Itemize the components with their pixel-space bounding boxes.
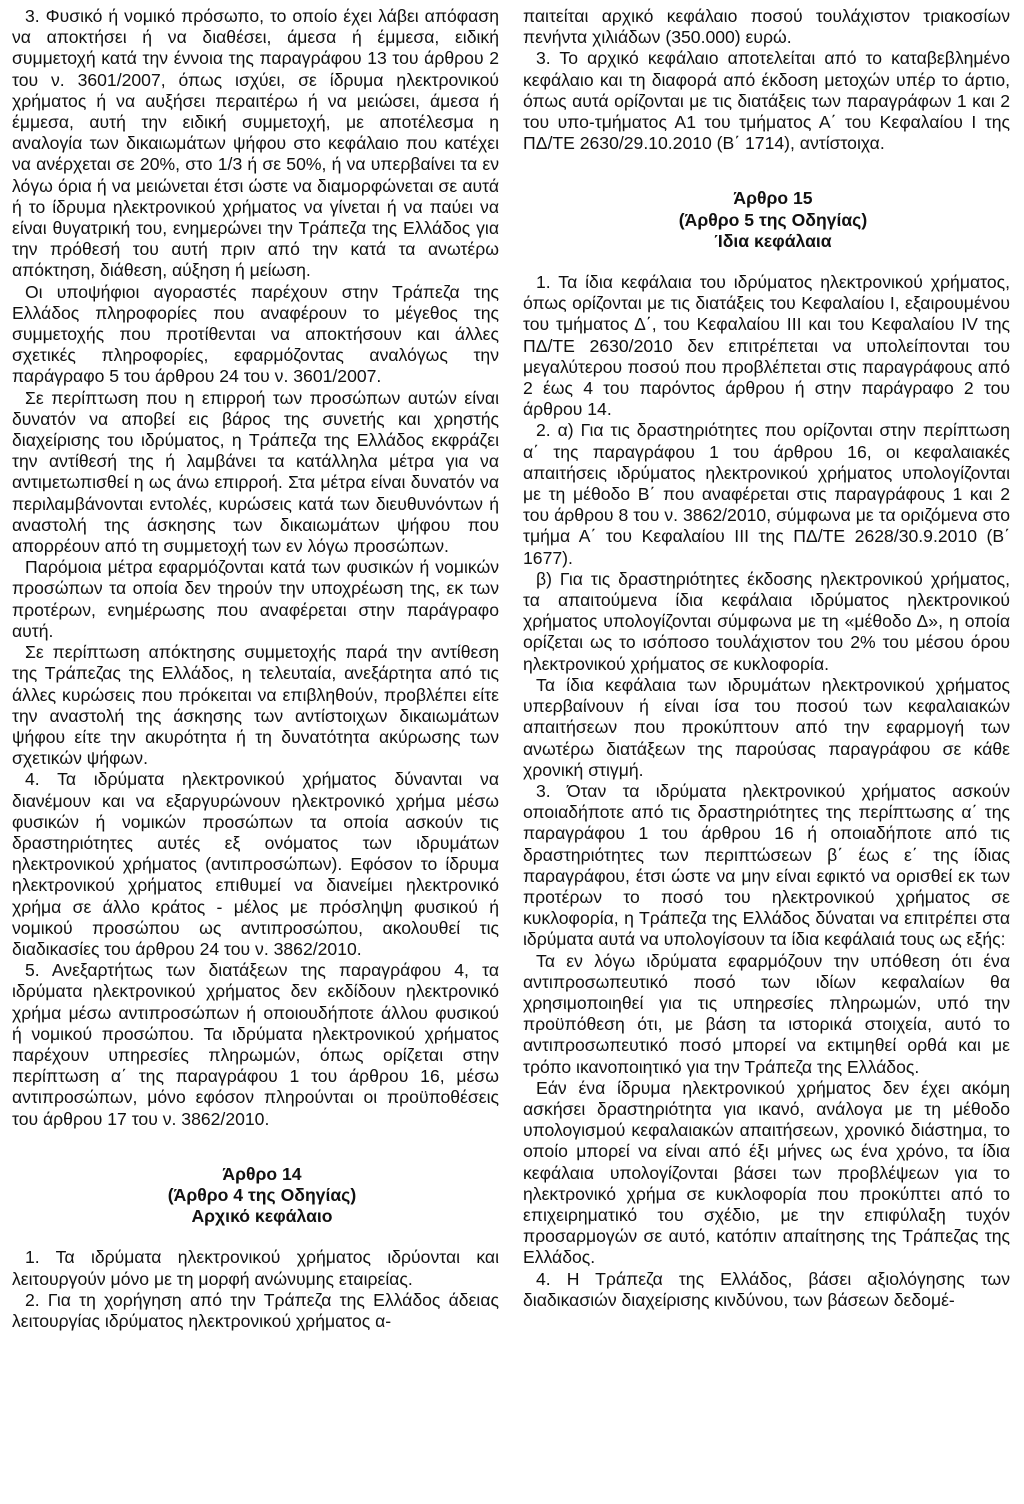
- right-column: [523, 6, 1010, 1504]
- paragraph: 2. α) Για τις δραστηριότητες που ορίζονται στην περίπτωση α΄ της παραγράφου 1 του άρθρου 16, οι κεφαλαιακές απαιτήσεις ιδρύματος ηλεκτρονικού χρήματος υπολογίζονται με τη μέθοδο Β΄ που αναφέρεται στις παραγράφους 1 και 2 του άρθρου 8 του ν. 3862/2010, σύμφωνα με τα οριζόμενα στο τμήμα Α΄ του Κεφαλαίου ΙΙΙ της ΠΔ/ΤΕ 2628/30.9.2010 (Β΄ 1677).: [523, 420, 1010, 568]
- article-15-directive: (Άρθρο 5 της Οδηγίας): [678, 209, 868, 230]
- paragraph: 4. Τα ιδρύματα ηλεκτρονικού χρήματος δύνανται να διανέμουν και να εξαργυρώνουν ηλεκτρονικό χρήμα μέσω φυσικών ή νομικών προσώπων τα οποία ασκούν τις δραστηριότητες αυτές εξ ονόματος των ιδρυμάτων ηλεκτρονικού χρήματος (αντιπροσώπων). Εφόσον το ίδρυμα ηλεκτρονικού χρήματος επιθυμεί να διανείμει ηλεκτρονικό χρήμα σε άλλο κράτος - μέλος με πρόσληψη φυσικού ή νομικού προσώπου ως αντιπροσώπου, ακολουθεί τις διαδικασίες του άρθρου 24 του ν. 3862/2010.: [12, 769, 499, 959]
- paragraph: παιτείται αρχικό κεφάλαιο ποσού τουλάχιστον τριακοσίων πενήντα χιλιάδων (350.000) ευρώ.: [523, 6, 1010, 48]
- paragraph: Σε περίπτωση απόκτησης συμμετοχής παρά την αντίθεση της Τράπεζας της Ελλάδος, η τελευταία, ανεξάρτητα από τις άλλες κυρώσεις που πρόκειται να επιβληθούν, προβλέπει είτε την αναστολή της άσκησης των αντίστοιχων δικαιωμάτων ψήφου είτε την ακυρότητα ή τη δυνατότητα ακύρωσης των σχετικών ψήφων.: [12, 642, 499, 769]
- article-14-title: Άρθρο 14: [222, 1163, 302, 1184]
- paragraph: 5. Ανεξαρτήτως των διατάξεων της παραγράφου 4, τα ιδρύματα ηλεκτρονικού χρήματος δεν εκδίδουν ηλεκτρονικό χρήμα μέσω αντιπροσώπων ή οποιουδήποτε άλλου φυσικού ή νομικού προσώπου. Τα ιδρύματα ηλεκτρονικού χρήματος παρέχουν υπηρεσίες πληρωμών, όπως ορίζεται στην περίπτωση α΄ της παραγράφου 1 του άρθρου 16, μέσω αντιπροσώπων, μόνο εφόσον πληρούνται οι προϋποθέσεις του άρθρου 17 του ν. 3862/2010.: [12, 960, 499, 1129]
- paragraph: 3. Φυσικό ή νομικό πρόσωπο, το οποίο έχει λάβει απόφαση να αποκτήσει ή να διαθέσει, άμεσα ή έμμεσα, ειδική συμμετοχή κατά την έννοια της παραγράφου 13 του άρθρου 2 του ν. 3601/2007, όπως ισχύει, σε ίδρυμα ηλεκτρονικού χρήματος ή να αυξήσει περαιτέρω ή να μειώσει, άμεσα ή έμμεσα, αυτή την ειδική συμμετοχή, με αποτέλεσμα η αναλογία των δικαιωμάτων ψήφου στο κεφάλαιο που κατέχει να ανέρχεται σε 20%, στο 1/3 ή σε 50%, ή να υπερβαίνει τα εν λόγω όρια ή να μειώνεται έτσι ώστε να διαμορφώνεται σε αυτά ή το ίδρυμα ηλεκτρονικού χρήματος να γίνεται ή να παύει να είναι θυγατρική του, ενημερώνει την Τράπεζα της Ελλάδος για την πρόθεσή του αυτή πριν από την κατά τα ανωτέρω απόκτηση, διάθεση, αύξηση ή μείωση.: [12, 6, 499, 281]
- article-14-subject: Αρχικό κεφάλαιο: [191, 1206, 333, 1227]
- article-15-title: Άρθρο 15: [733, 188, 813, 209]
- paragraph: 2. Για τη χορήγηση από την Τράπεζα της Ελλάδος άδειας λειτουργίας ιδρύματος ηλεκτρονικού χρήματος α-: [12, 1289, 499, 1331]
- paragraph: Σε περίπτωση που η επιρροή των προσώπων αυτών είναι δυνατόν να αποβεί εις βάρος της συνετής και χρηστής διαχείρισης του ιδρύματος, η Τράπεζα της Ελλάδος εκφράζει την αντίθεσή της ή λαμβάνει τα κατάλληλα μέτρα για να αντιμετωπισθεί η ως άνω επιρροή. Στα μέτρα είναι δυνατόν να περιλαμβάνονται εντολές, κυρώσεις κατά των διευθυνόντων ή αναστολή της άσκησης των δικαιωμάτων ψήφου που απορρέουν από τη συμμετοχή των εν λόγω προσώπων.: [12, 387, 499, 557]
- left-column: [12, 6, 499, 1504]
- article-14-directive: (Άρθρο 4 της Οδηγίας): [167, 1184, 357, 1205]
- paragraph: 1. Τα ίδια κεφάλαια του ιδρύματος ηλεκτρονικού χρήματος, όπως ορίζονται με τις διατάξεις του Κεφαλαίου Ι, εξαιρουμένου του τμήματος Δ΄, του Κεφαλαίου ΙΙΙ και του Κεφαλαίου ΙV της ΠΔ/ΤΕ 2630/2010 δεν επιτρέπεται να υπολείπονται του μεγαλύτερου ποσού που προβλέπεται στις παραγράφους από 2 έως 4 του παρόντος άρθρου ή στην παράγραφο 2 του άρθρου 14.: [523, 272, 1010, 420]
- paragraph: Τα ίδια κεφάλαια των ιδρυμάτων ηλεκτρονικού χρήματος υπερβαίνουν ή είναι ίσα του ποσού των κεφαλαιακών απαιτήσεων που προκύπτουν από την εφαρμογή των ανωτέρω διατάξεων της παρούσας παραγράφου σε κάθε χρονική στιγμή.: [523, 674, 1010, 780]
- paragraph: 3. Το αρχικό κεφάλαιο αποτελείται από το καταβεβλημένο κεφάλαιο και τη διαφορά από έκδοση μετοχών υπέρ το άρτιο, όπως αυτά ορίζονται με τις διατάξεις των παραγράφων 1 και 2 του υπο-τμήματος Α1 του τμήματος Α΄ του Κεφαλαίου Ι της ΠΔ/ΤΕ 2630/29.10.2010 (Β΄ 1714), αντίστοιχα.: [523, 48, 1010, 154]
- paragraph: Εάν ένα ίδρυμα ηλεκτρονικού χρήματος δεν έχει ακόμη ασκήσει δραστηριότητα για ικανό, ανάλογα με τη μέθοδο υπολογισμού κεφαλαιακών απαιτήσεων, χρονικό διάστημα, το οποίο μπορεί να είναι από έξι μήνες ως ένα χρόνο, τα ίδια κεφάλαια υπολογίζονται βάσει των προβλέψεων για το ηλεκτρονικό χρήμα σε κυκλοφορία που προκύπτει από το επιχειρηματικό του σχέδιο, με την επιφύλαξη τυχόν προσαρμογών σε αυτό, κατόπιν απαίτησης της Τράπεζας της Ελλάδος.: [523, 1077, 1010, 1268]
- paragraph: Τα εν λόγω ιδρύματα εφαρμόζουν την υπόθεση ότι ένα αντιπροσωπευτικό ποσό των ιδίων κεφαλαίων θα χρησιμοποιηθεί για τις υπηρεσίες πληρωμών, υπό την προϋπόθεση ότι, με βάση τα ιστορικά στοιχεία, αυτό το αντιπροσωπευτικό ποσό μπορεί να εκτιμηθεί ορθά και με τρόπο ικανοποιητικό για την Τράπεζα της Ελλάδος.: [523, 950, 1010, 1077]
- article-15-subject: Ίδια κεφάλαια: [714, 230, 832, 251]
- paragraph: Παρόμοια μέτρα εφαρμόζονται κατά των φυσικών ή νομικών προσώπων τα οποία δεν τηρούν την υποχρέωση της, εκ των προτέρων, ενημέρωσης που αναφέρεται στην παράγραφο αυτή.: [12, 557, 499, 641]
- paragraph: β) Για τις δραστηριότητες έκδοσης ηλεκτρονικού χρήματος, τα απαιτούμενα ίδια κεφάλαια ιδρύματος ηλεκτρονικού χρήματος υπολογίζονται σύμφωνα με τη «μέθοδο Δ», η οποία ορίζεται ως το ισόποσο τουλάχιστον του 2% του μέσου όρου ηλεκτρονικού χρήματος σε κυκλοφορία.: [523, 568, 1010, 674]
- paragraph: 4. Η Τράπεζα της Ελλάδος, βάσει αξιολόγησης των διαδικασιών διαχείρισης κινδύνου, των βάσεων δεδομέ-: [523, 1268, 1010, 1310]
- paragraph: Οι υποψήφιοι αγοραστές παρέχουν στην Τράπεζα της Ελλάδος πληροφορίες που αναφέρουν το μέγεθος της συμμετοχής που προτίθενται να αποκτήσουν και άλλες σχετικές πληροφορίες, εφαρμόζοντας αναλόγως την παράγραφο 5 του άρθρου 24 του ν. 3601/2007.: [12, 281, 499, 387]
- paragraph: 1. Τα ιδρύματα ηλεκτρονικού χρήματος ιδρύονται και λειτουργούν μόνο με τη μορφή ανώνυμης εταιρείας.: [12, 1247, 499, 1289]
- paragraph: 3. Όταν τα ιδρύματα ηλεκτρονικού χρήματος ασκούν οποιαδήποτε από τις δραστηριότητες της περίπτωσης α΄ της παραγράφου 1 του άρθρου 16 ή οποιαδήποτε από τις δραστηριότητες των περιπτώσεων β΄ έως ε΄ της ίδιας παραγράφου, έτσι ώστε να μην είναι εφικτό να ορισθεί εκ των προτέρων το ποσό του ηλεκτρονικού χρήματος σε κυκλοφορία, η Τράπεζα της Ελλάδος δύναται να επιτρέπει στα ιδρύματα αυτά να υπολογίσουν τα ίδια κεφάλαιά τους ως εξής:: [523, 780, 1010, 950]
